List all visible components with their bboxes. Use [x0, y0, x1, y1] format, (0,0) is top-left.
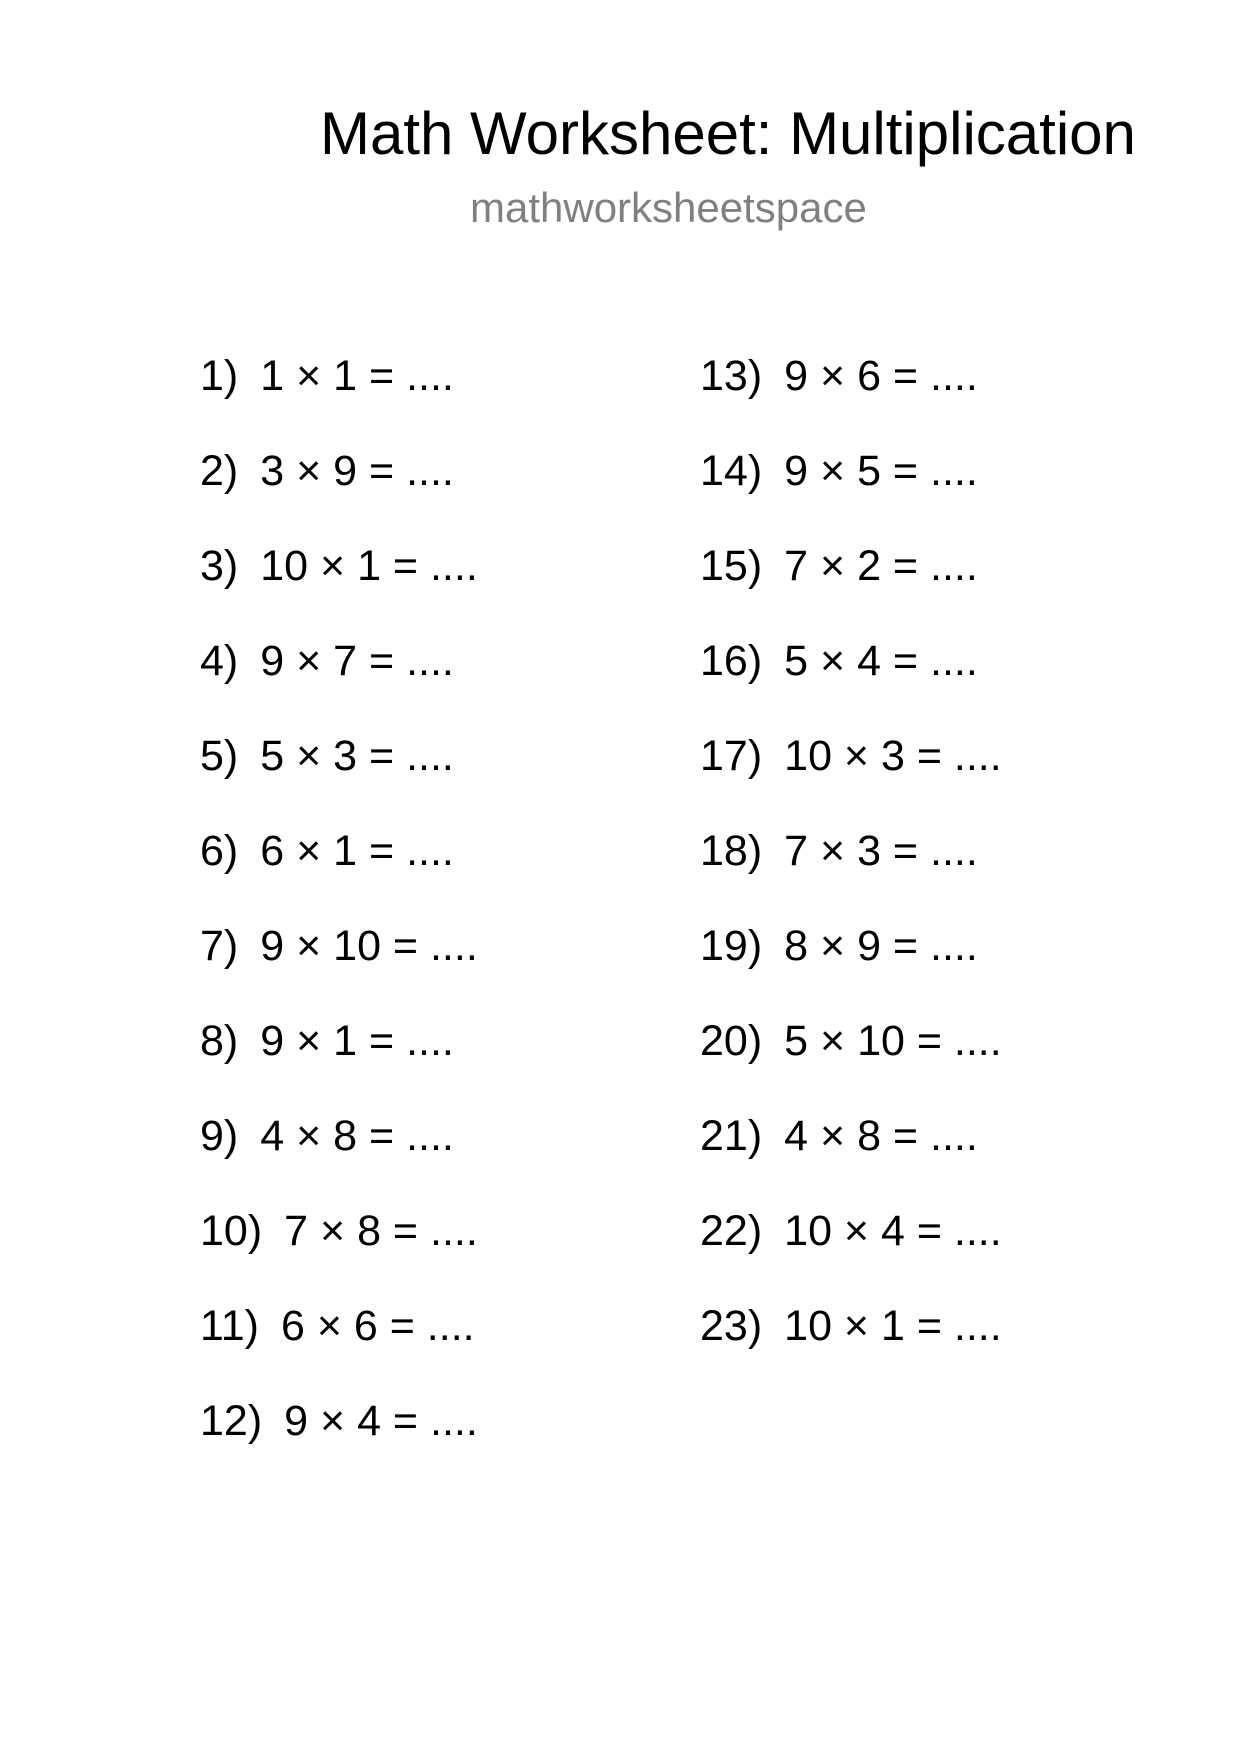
problem-number: 15) [700, 542, 763, 590]
problem-number: 13) [700, 352, 763, 400]
problem-number: 4) [200, 637, 239, 685]
problem-expression: 5 × 3 = .... [260, 732, 454, 780]
problem-23 [700, 1300, 1180, 1395]
problem-number: 6) [200, 827, 239, 875]
problem-expression: 4 × 8 = .... [260, 1112, 454, 1160]
problem-expression: 7 × 3 = .... [784, 827, 978, 875]
problem-expression: 10 × 3 = .... [784, 732, 1002, 780]
problem-expression: 9 × 5 = .... [784, 447, 978, 495]
page-title: Math Worksheet: Multiplication [320, 100, 1136, 167]
problem-number: 3) [200, 542, 239, 590]
problem-1 [200, 350, 680, 445]
problem-expression: 3 × 9 = .... [260, 447, 454, 495]
problem-11 [200, 1300, 680, 1395]
problem-expression: 7 × 2 = .... [784, 542, 978, 590]
problem-22 [700, 1205, 1180, 1300]
problem-16 [700, 635, 1180, 730]
problem-expression: 4 × 8 = .... [784, 1112, 978, 1160]
problem-18 [700, 825, 1180, 920]
problem-15 [700, 540, 1180, 635]
problem-6 [200, 825, 680, 920]
problem-9 [200, 1110, 680, 1205]
problem-column-right [700, 350, 1180, 1395]
problem-expression: 9 × 7 = .... [260, 637, 454, 685]
problem-14 [700, 445, 1180, 540]
problem-expression: 10 × 1 = .... [260, 542, 478, 590]
problem-13 [700, 350, 1180, 445]
problem-number: 7) [200, 922, 239, 970]
problem-19 [700, 920, 1180, 1015]
problem-expression: 6 × 1 = .... [260, 827, 454, 875]
problem-number: 17) [700, 732, 763, 780]
problem-number: 1) [200, 352, 239, 400]
problem-7 [200, 920, 680, 1015]
problem-17 [700, 730, 1180, 825]
problem-number: 14) [700, 447, 763, 495]
problem-expression: 7 × 8 = .... [284, 1207, 478, 1255]
problem-number: 11) [200, 1302, 259, 1350]
problem-expression: 6 × 6 = .... [280, 1302, 475, 1350]
problem-expression: 5 × 4 = .... [784, 637, 978, 685]
problem-number: 2) [200, 447, 239, 495]
problem-2 [200, 445, 680, 540]
problem-expression: 9 × 4 = .... [284, 1397, 478, 1445]
problem-10 [200, 1205, 680, 1300]
problem-number: 19) [700, 922, 763, 970]
problem-number: 16) [700, 637, 763, 685]
problem-expression: 9 × 10 = .... [260, 922, 478, 970]
problem-21 [700, 1110, 1180, 1205]
problem-20 [700, 1015, 1180, 1110]
page-subtitle: mathworksheetspace [470, 184, 867, 231]
problem-number: 9) [200, 1112, 239, 1160]
problem-number: 12) [200, 1397, 263, 1445]
problem-number: 23) [700, 1302, 763, 1350]
problem-column-left [200, 350, 680, 1490]
problem-5 [200, 730, 680, 825]
problem-number: 22) [700, 1207, 763, 1255]
problem-number: 18) [700, 827, 763, 875]
problem-number: 8) [200, 1017, 239, 1065]
problem-expression: 9 × 6 = .... [784, 352, 978, 400]
problem-3 [200, 540, 680, 635]
problem-12 [200, 1395, 680, 1490]
problem-8 [200, 1015, 680, 1110]
problem-expression: 9 × 1 = .... [260, 1017, 454, 1065]
problem-expression: 10 × 4 = .... [784, 1207, 1002, 1255]
problem-expression: 10 × 1 = .... [784, 1302, 1002, 1350]
problem-expression: 1 × 1 = .... [260, 352, 454, 400]
problem-4 [200, 635, 680, 730]
problem-number: 21) [700, 1112, 763, 1160]
problem-expression: 8 × 9 = .... [784, 922, 978, 970]
problem-number: 10) [200, 1207, 263, 1255]
problem-number: 20) [700, 1017, 763, 1065]
problem-number: 5) [200, 732, 239, 780]
problem-expression: 5 × 10 = .... [784, 1017, 1002, 1065]
